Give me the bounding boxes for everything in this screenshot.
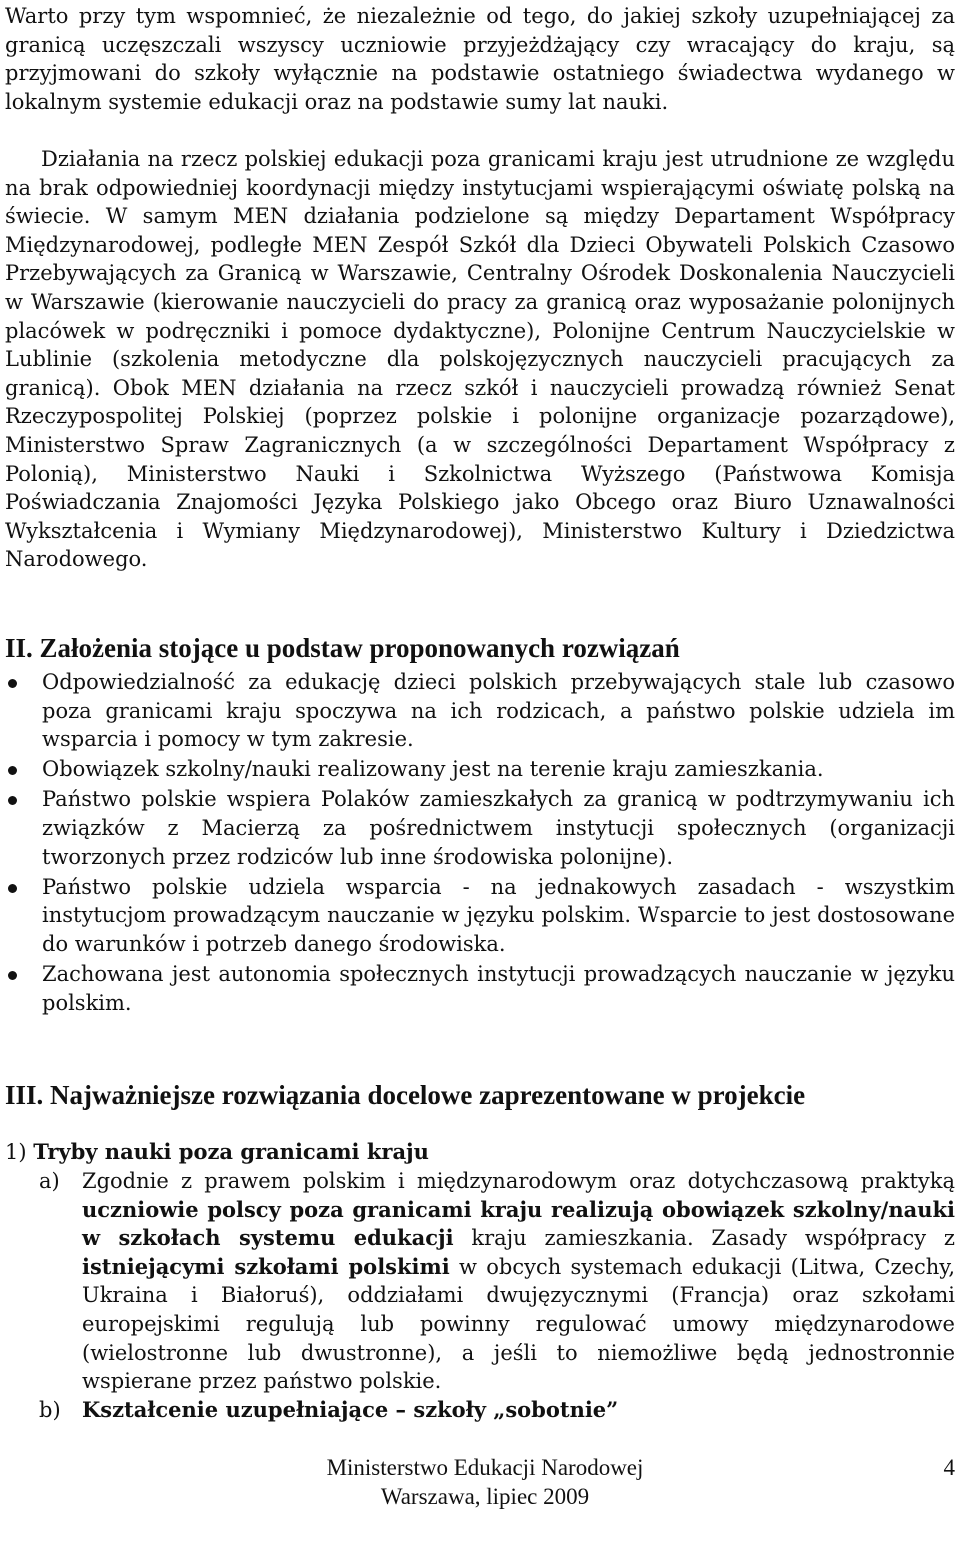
paragraph-intro: Warto przy tym wspomnieć, że niezależnie od tego, do jakiej szkoły uzupełniającej za granicą uczęszczali wszyscy uczniowie przyjeżdżający czy wracający do kraju, są przyjmowani do szkoły wyłącznie na podstawie ostatniego świadectwa wydanego w lokalnym systemie edukacji oraz na podstawie sumy lat nauki.	[5, 4, 955, 114]
list-item-a	[5, 1167, 955, 1396]
paragraph-coordination-text: Działania na rzecz polskiej edukacji poza granicami kraju jest utrudnione ze względu na brak odpowiedniej koordynacji między instytucjami wspierającymi oświatę polską na świecie. W samym MEN działania podzielone są między Departament Współpracy Międzynarodowej, podległe MEN Zespół Szkół dla Dzieci Obywateli Polskich Czasowo Przebywających za Granicą w Warszawie, Centralny Ośrodek Doskonalenia Nauczycieli w Warszawie (kierowanie nauczycieli do pracy za granicą oraz wyposażanie polonijnych placówek w podręczniki i pomoce dydaktyczne), Polonijne Centrum Nauczycielskie w Lublinie (szkolenia metodyczne dla polskojęzycznych nauczycieli pracujących za granicą). Obok MEN działania na rzecz szkół i nauczycieli prowadzą również Senat Rzeczypospolitej Polskiej (poprzez polskie i polonijne organizacje pozarządowe), Ministerstwo Spraw Zagranicznych (a w szczególności Departament Współpracy z Polonią), Ministerstwo Nauki i Szkolnictwa Wyższego (Państwowa Komisja Poświadczania Znajomości Języka Polskiego jako Obcego oraz Biuro Uznawalności Wykształcenia i Wymiany Międzynarodowej), Ministerstwo Kultury i Dziedzictwa Narodowego.	[5, 147, 955, 572]
list-item	[5, 755, 955, 784]
list-item-text: Zachowana jest autonomia społecznych instytucji prowadzących nauczanie w języku polskim.	[42, 961, 955, 1015]
bullet-icon	[8, 971, 17, 980]
list-item-text: Obowiązek szkolny/nauki realizowany jest na terenie kraju zamieszkania.	[42, 757, 824, 782]
section-heading-assumptions: II. Założenia stojące u podstaw proponowanych rozwiązań	[5, 633, 680, 663]
list-marker-b: b)	[39, 1397, 61, 1422]
page-footer	[5, 1453, 955, 1511]
list-item	[5, 668, 955, 754]
list-item-b	[5, 1396, 955, 1425]
item-a-bold-1: uczniowie polscy poza granicami kraju realizują obowiązek szkolny/nauki w szkołach systemu edukacji	[82, 1196, 955, 1251]
list-item	[5, 873, 955, 959]
list-marker-a: a)	[39, 1169, 60, 1193]
bullet-icon	[8, 766, 17, 775]
subsection-title	[5, 1138, 955, 1167]
item-a-text-2: kraju zamieszkania. Zasady współpracy z	[453, 1226, 955, 1251]
footer-organization: Ministerstwo Edukacji Narodowej	[326, 1455, 644, 1480]
footer-date: Warszawa, lipiec 2009	[380, 1484, 590, 1509]
modes-list	[5, 1167, 955, 1424]
paragraph-coordination	[5, 145, 955, 574]
list-item	[5, 785, 955, 871]
subsection-title-text: Tryby nauki poza granicami kraju	[33, 1139, 429, 1164]
item-a-text-1: Zgodnie z prawem polskim i międzynarodowym oraz dotychczasową praktyką	[82, 1169, 955, 1193]
bullet-icon	[8, 796, 17, 805]
page-number: 4	[943, 1455, 955, 1480]
subsection-number: 1)	[5, 1140, 27, 1164]
list-item-text: Państwo polskie wspiera Polaków zamieszkałych za granicą w podtrzymywaniu ich związków z Macierzą za pośrednictwem instytucji społecznych (organizacji tworzonych przez rodziców lub inne środowiska polonijne).	[42, 787, 955, 869]
list-item	[5, 960, 955, 1017]
bullet-icon	[8, 884, 17, 893]
item-a-bold-2: istniejącymi szkołami polskimi	[82, 1253, 450, 1279]
item-b-title: Kształcenie uzupełniające – szkoły „sobotnie”	[82, 1396, 619, 1422]
list-item-text: Odpowiedzialność za edukację dzieci polskich przebywających stale lub czasowo poza granicami kraju spoczywa na ich rodzicach, a państwo polskie udziela im wsparcia i pomocy w tym zakresie.	[42, 670, 955, 752]
item-a-text-3: w obcych systemach edukacji (Litwa, Czechy, Ukraina i Białoruś), oddziałami dwujęzycznymi (Francja) oraz szkołami europejskimi regulują lub powinny regulować umowy międzynarodowe (wielostronne lub dwustronne), a jeśli to niemożliwe będą jednostronnie wspierane przez państwo polskie.	[82, 1254, 955, 1394]
bullet-icon	[8, 679, 17, 688]
assumptions-list	[5, 668, 955, 1019]
list-item-text: Państwo polskie udziela wsparcia - na jednakowych zasadach - wszystkim instytucjom prowadzącym nauczanie w języku polskim. Wsparcie to jest dostosowane do warunków i potrzeb danego środowiska.	[42, 874, 955, 956]
section-heading-solutions: III. Najważniejsze rozwiązania docelowe zaprezentowane w projekcie	[5, 1080, 806, 1110]
